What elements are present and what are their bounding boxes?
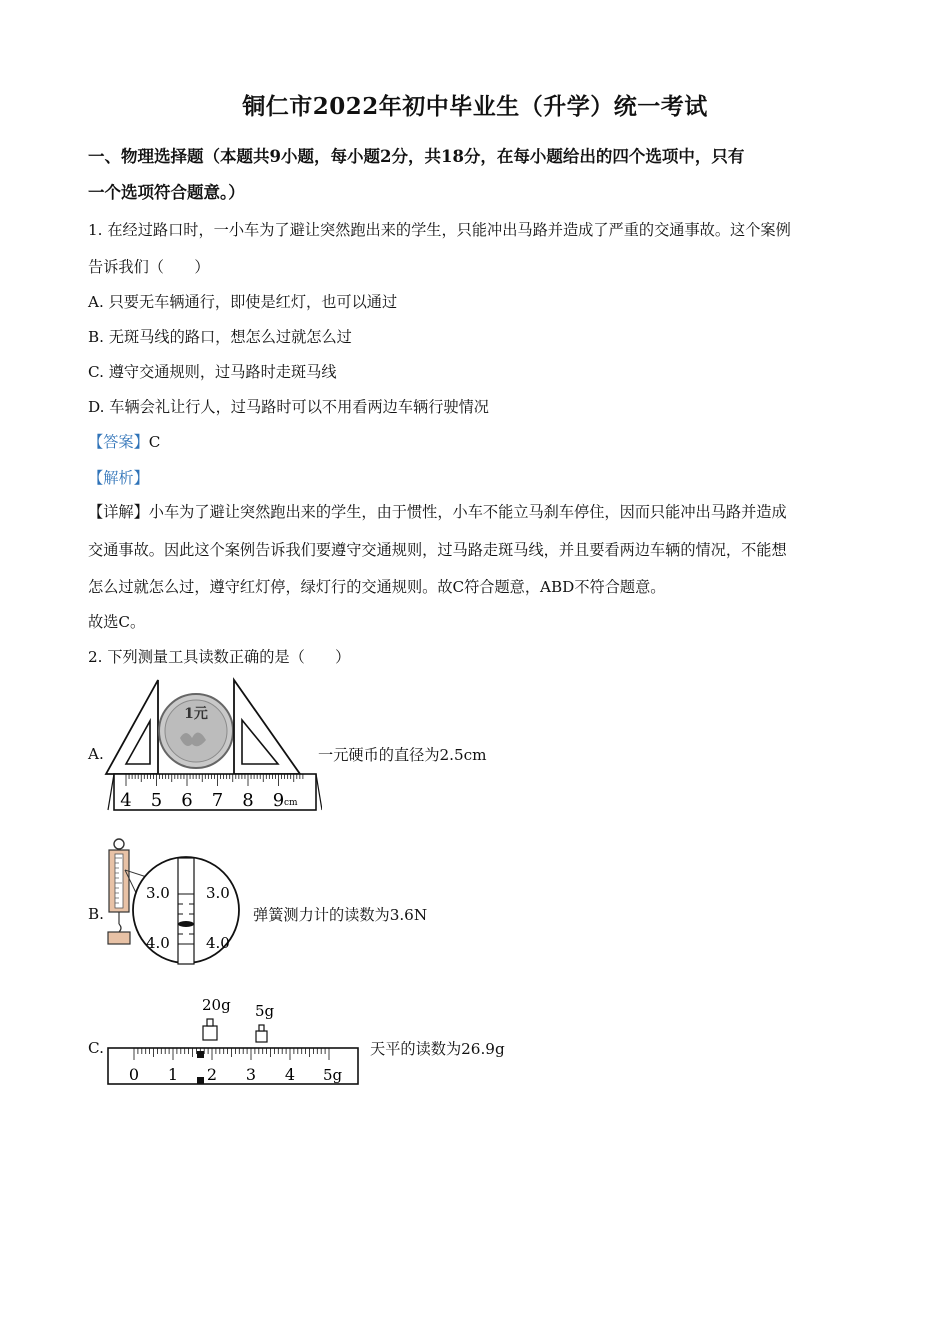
q1-option-b: B. 无斑马线的路口，想怎么过就怎么过 — [88, 328, 352, 346]
scale-unit-label: 5g — [323, 1066, 343, 1084]
q1-option-d: D. 车辆会礼让行人，过马路时可以不用看两边车辆行驶情况 — [88, 398, 489, 416]
weight-20g — [203, 1026, 217, 1040]
rider-bottom — [197, 1077, 204, 1084]
q1-option-c: C. 遵守交通规则，过马路时走斑马线 — [88, 363, 337, 381]
q2-option-a-label: A. — [88, 745, 104, 763]
q1-option-a: A. 只要无车辆通行，即使是红灯，也可以通过 — [88, 293, 398, 311]
ruler-unit: cm — [284, 798, 298, 808]
scale-label-top-left: 3.0 — [146, 884, 170, 902]
beam-number: 4 — [284, 1065, 296, 1084]
q2-option-c-label: C. — [88, 1039, 104, 1057]
beam-number: 1 — [167, 1065, 179, 1084]
scale-label-top-right: 3.0 — [206, 884, 230, 902]
ruler-number: 7 — [211, 790, 224, 811]
coin-ruler-figure — [100, 676, 322, 816]
ruler-number: 6 — [181, 790, 193, 811]
detail-text-1: 小车为了避让突然跑出来的学生，由于惯性，小车不能立马刹车停住，因而只能冲出马路并造成 — [148, 503, 787, 521]
ruler-number: 4 — [120, 790, 132, 811]
section-heading-line1: 一、物理选择题（本题共9小题，每小题2分，共18分，在每小题给出的四个选项中，只有 — [88, 147, 745, 166]
weight-5g — [256, 1031, 267, 1042]
q1-detail-line2: 交通事故。因此这个案例告诉我们要遵守交通规则，过马路走斑马线，并且要看两边车辆的情况，不能想 — [88, 541, 787, 559]
answer-value: C — [148, 433, 161, 451]
answer-tag: 【答案】 — [88, 433, 149, 451]
beam-number: 0 — [128, 1065, 140, 1084]
rider-top — [197, 1051, 204, 1058]
beam-number: 3 — [245, 1065, 257, 1084]
hanging-weight — [108, 932, 130, 944]
q2-option-b-text: 弹簧测力计的读数为3.6N — [253, 906, 428, 924]
q1-stem-line1: 1. 在经过路口时，一小车为了避让突然跑出来的学生，只能冲出马路并造成了严重的交通事故。这个案例 — [88, 221, 791, 239]
pointer — [178, 921, 194, 927]
q1-detail-line1 — [88, 502, 787, 522]
q2-option-b-label: B. — [88, 905, 104, 923]
exam-title: 铜仁市2022年初中毕业生（升学）统一考试 — [242, 93, 708, 120]
analysis-tag: 【解析】 — [88, 469, 149, 487]
q2-option-c-text: 天平的读数为26.9g — [370, 1040, 505, 1058]
q1-detail-line3: 怎么过就怎么过，遵守红灯停，绿灯行的交通规则。故C符合题意，ABD不符合题意。 — [88, 578, 666, 596]
ruler-number: 8 — [242, 790, 254, 811]
beam-number: 2 — [206, 1065, 218, 1084]
scale-label-bottom-right: 4.0 — [206, 934, 230, 952]
q1-conclusion: 故选C。 — [88, 613, 146, 631]
q1-answer — [88, 432, 160, 452]
ruler-number: 9 — [272, 790, 285, 811]
scale-label-bottom-left: 4.0 — [146, 934, 170, 952]
detail-tag: 【详解】 — [88, 503, 149, 521]
q2-stem: 2. 下列测量工具读数正确的是（ ） — [88, 648, 351, 666]
q2-option-a-text: 一元硬币的直径为2.5cm — [318, 746, 487, 764]
ruler-number: 5 — [150, 790, 163, 811]
spring-scale-figure — [100, 836, 250, 976]
balance-figure — [104, 994, 366, 1088]
weight-20g-label: 20g — [202, 996, 231, 1014]
weight-5g-label: 5g — [255, 1002, 275, 1020]
coin-text: 1元 — [184, 706, 208, 722]
section-heading-line2: 一个选项符合题意。） — [88, 183, 245, 202]
q1-stem-line2: 告诉我们（ ） — [88, 258, 210, 276]
